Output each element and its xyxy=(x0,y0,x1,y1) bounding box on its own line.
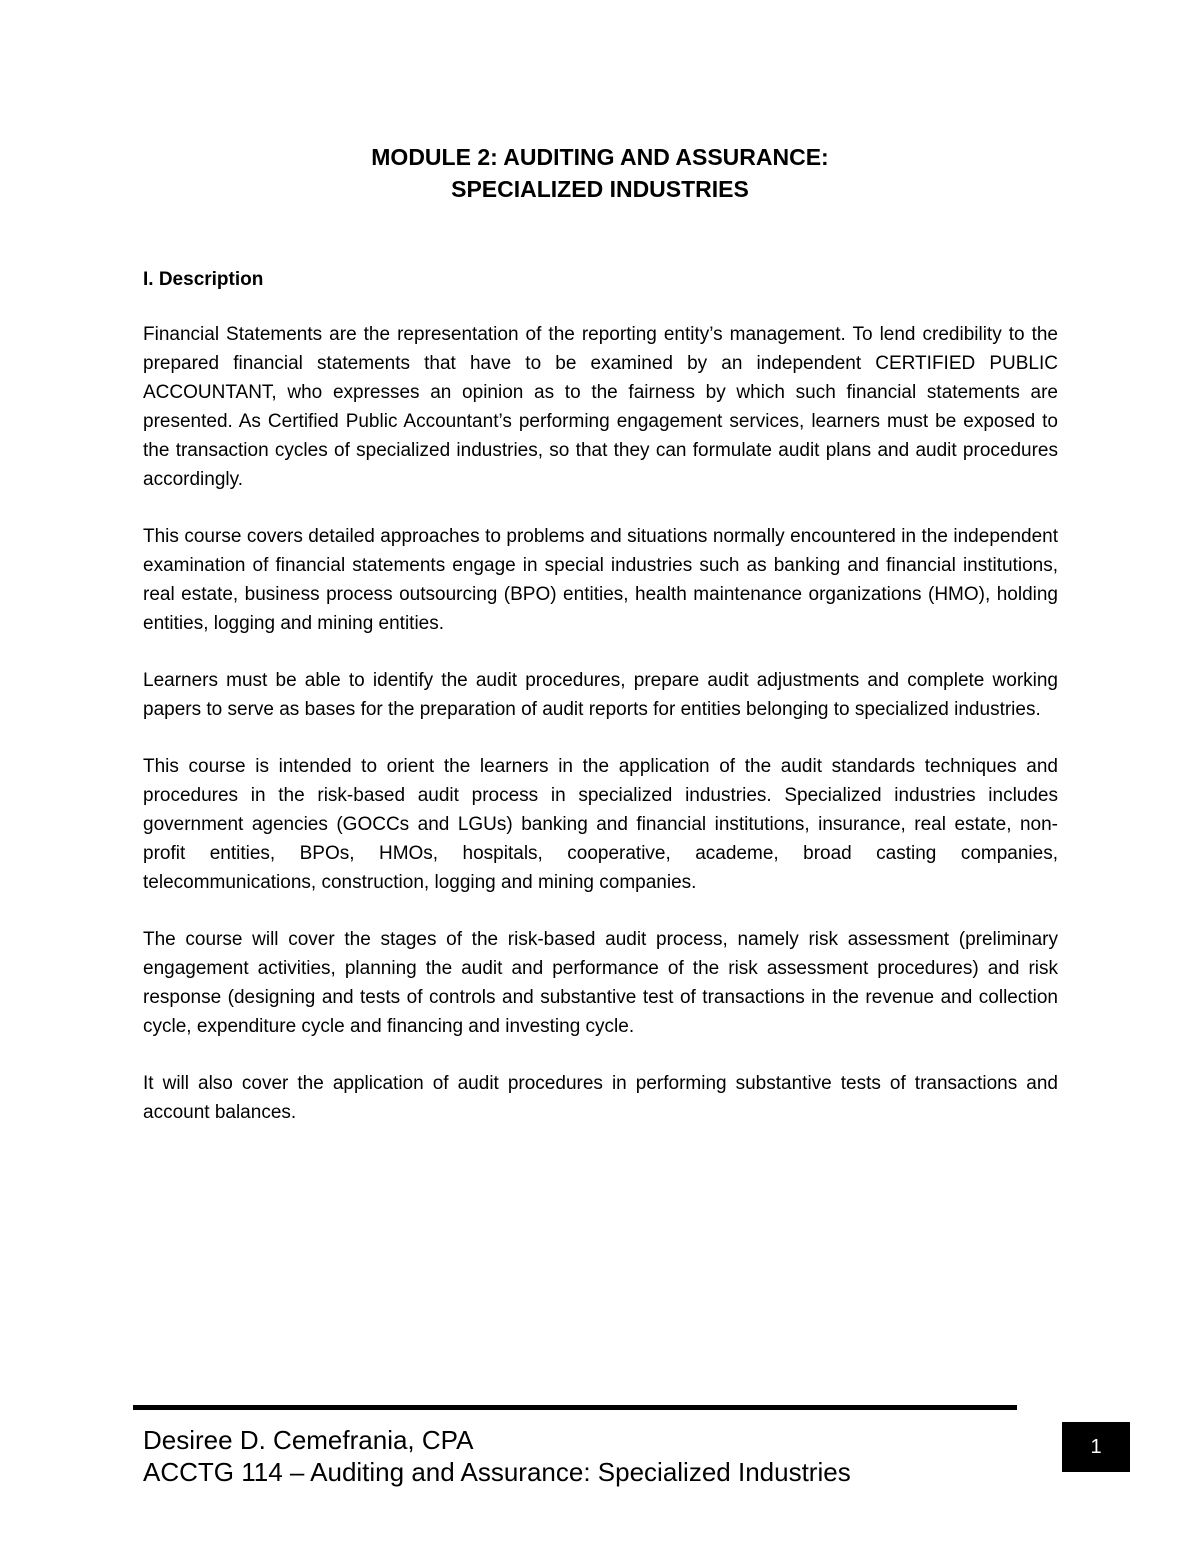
footer-divider xyxy=(133,1405,1017,1410)
description-body xyxy=(143,320,1058,1155)
title-line-2: SPECIALIZED INDUSTRIES xyxy=(451,176,749,202)
paragraph: The course will cover the stages of the risk-based audit process, namely risk assessment (preliminary engagement activities, planning the audit and performance of the risk assessment procedures) and risk response (designing and tests of controls and substantive test of transactions in the revenue and collection cycle, expenditure cycle and financing and investing cycle. xyxy=(143,929,1058,1037)
paragraph: It will also cover the application of audit procedures in performing substantive tests of transactions and account balances. xyxy=(143,1073,1058,1123)
paragraph: Financial Statements are the representation of the reporting entity’s management. To lend credibility to the prepared financial statements that have to be examined by an independent CERTIFIED PUBLIC ACCOUNTANT, who expresses an opinion as to the fairness by which such financial statements are presented. As Certified Public Accountant’s performing engagement services, learners must be exposed to the transaction cycles of specialized industries, so that they can formulate audit plans and audit procedures accordingly. xyxy=(143,324,1058,490)
title-line-1: MODULE 2: AUDITING AND ASSURANCE: xyxy=(371,144,829,170)
paragraph: This course is intended to orient the learners in the application of the audit standards techniques and procedures in the risk-based audit process in specialized industries. Specialized industries includes government agencies (GOCCs and LGUs) banking and financial institutions, insurance, real estate, non-profit entities, BPOs, HMOs, hospitals, cooperative, academe, broad casting companies, telecommunications, construction, logging and mining companies. xyxy=(143,756,1058,893)
paragraph: Learners must be able to identify the audit procedures, prepare audit adjustments and complete working papers to serve as bases for the preparation of audit reports for entities belonging to specialized industries. xyxy=(143,670,1058,720)
module-title xyxy=(0,141,1200,205)
paragraph: This course covers detailed approaches to problems and situations normally encountered in the independent examination of financial statements engage in special industries such as banking and financial institutions, real estate, business process outsourcing (BPO) entities, health maintenance organizations (HMO), holding entities, logging and mining entities. xyxy=(143,526,1058,634)
page-number: 1 xyxy=(1062,1422,1130,1472)
footer-author: Desiree D. Cemefrania, CPA xyxy=(143,1425,474,1455)
section-heading: I. Description xyxy=(143,269,264,290)
footer-course-title: ACCTG 114 – Auditing and Assurance: Specialized Industries xyxy=(143,1457,851,1487)
